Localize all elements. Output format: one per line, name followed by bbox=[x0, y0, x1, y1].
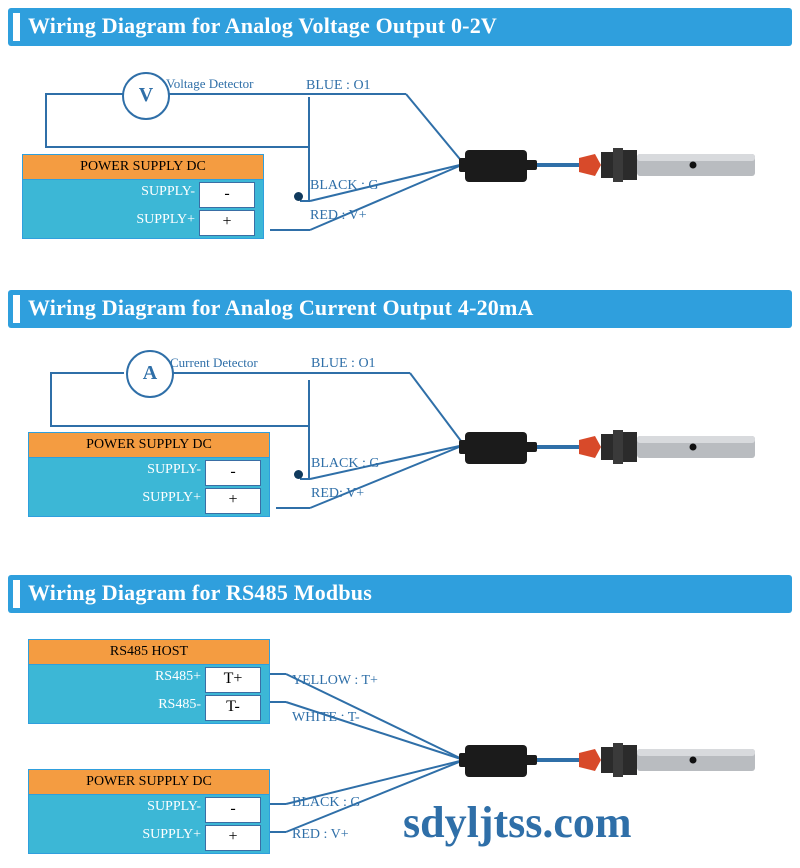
section-voltage bbox=[0, 0, 800, 278]
host-terminal-tplus[interactable]: T+ bbox=[205, 667, 261, 693]
junction-dot bbox=[294, 470, 303, 479]
wire-label-black: BLACK : G bbox=[310, 178, 379, 193]
section-title: Wiring Diagram for Analog Current Output 4-20mA bbox=[28, 295, 534, 320]
supply-row bbox=[23, 180, 263, 208]
section-current bbox=[0, 290, 800, 560]
wire-label-yellow: YELLOW : T+ bbox=[292, 673, 378, 688]
wire-label-blue: BLUE : O1 bbox=[306, 78, 371, 93]
supply-terminal-positive[interactable]: + bbox=[199, 210, 255, 236]
supply-terminal-positive[interactable]: + bbox=[205, 825, 261, 851]
supply-row bbox=[29, 486, 269, 514]
supply-row-label: SUPPLY- bbox=[147, 799, 201, 814]
supply-terminal-negative[interactable]: - bbox=[199, 182, 255, 208]
supply-terminal-negative[interactable]: - bbox=[205, 797, 261, 823]
supply-row-label: SUPPLY+ bbox=[136, 212, 195, 227]
power-supply-box bbox=[22, 154, 264, 239]
rs485-host-title: RS485 HOST bbox=[28, 639, 270, 665]
supply-terminal-negative[interactable]: - bbox=[205, 460, 261, 486]
wire-label-blue: BLUE : O1 bbox=[311, 356, 376, 371]
host-terminal-tminus[interactable]: T- bbox=[205, 695, 261, 721]
sensor-probe-graphic bbox=[455, 130, 785, 200]
supply-row-label: SUPPLY- bbox=[147, 462, 201, 477]
wire-label-red: RED: V+ bbox=[311, 486, 365, 501]
wire-label-black: BLACK : G bbox=[311, 456, 380, 471]
wire-label-red: RED : V+ bbox=[310, 208, 367, 223]
power-supply-box bbox=[28, 432, 270, 517]
wire-label-red: RED : V+ bbox=[292, 827, 349, 842]
watermark-text: sdyljtss.com bbox=[403, 798, 632, 847]
power-supply-body bbox=[28, 458, 270, 517]
power-supply-title: POWER SUPPLY DC bbox=[28, 432, 270, 458]
power-supply-body bbox=[22, 180, 264, 239]
supply-row-label: SUPPLY+ bbox=[142, 490, 201, 505]
supply-row bbox=[23, 208, 263, 236]
sensor-probe-graphic bbox=[455, 725, 785, 795]
meter-label: Voltage Detector bbox=[166, 76, 254, 91]
wire-label-white: WHITE : T- bbox=[292, 710, 360, 725]
section-title: Wiring Diagram for Analog Voltage Output 0-2V bbox=[28, 13, 497, 38]
supply-row bbox=[29, 458, 269, 486]
supply-row-label: SUPPLY- bbox=[141, 184, 195, 199]
junction-dot bbox=[294, 192, 303, 201]
current-meter-icon: A bbox=[126, 350, 174, 398]
wire-converge-svg bbox=[0, 575, 800, 868]
sensor-probe-graphic bbox=[455, 412, 785, 482]
host-row-label: RS485+ bbox=[154, 669, 201, 684]
voltage-meter-icon: V bbox=[122, 72, 170, 120]
supply-terminal-positive[interactable]: + bbox=[205, 488, 261, 514]
meter-label: Current Detector bbox=[170, 355, 258, 370]
power-supply-title: POWER SUPPLY DC bbox=[22, 154, 264, 180]
supply-row-label: SUPPLY+ bbox=[142, 827, 201, 842]
section-rs485 bbox=[0, 575, 800, 868]
power-supply-title: POWER SUPPLY DC bbox=[28, 769, 270, 795]
wire-label-black: BLACK : G bbox=[292, 795, 361, 810]
host-row-label: RS485- bbox=[158, 697, 201, 712]
section-title: Wiring Diagram for RS485 Modbus bbox=[28, 580, 372, 605]
